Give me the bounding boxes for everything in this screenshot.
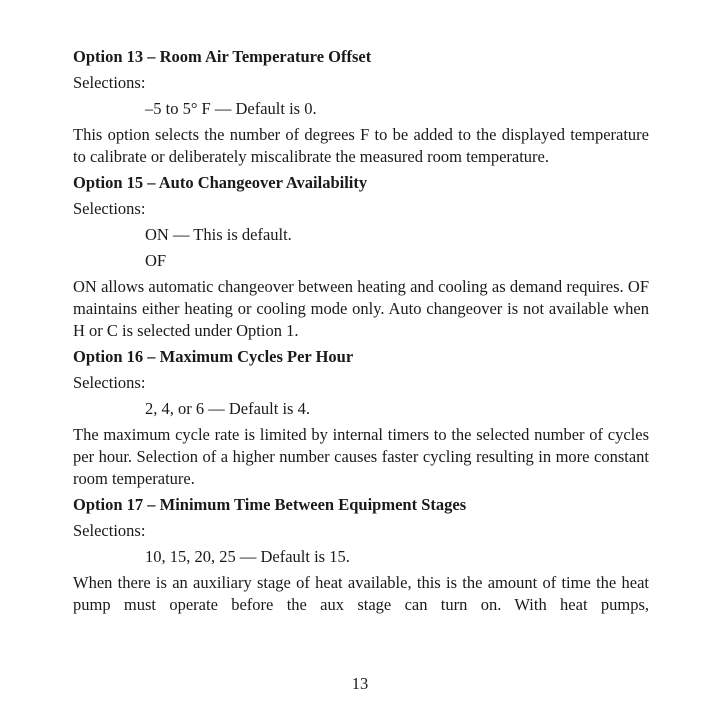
section-heading-option-13: Option 13 – Room Air Temperature Offset <box>73 47 372 66</box>
section-description: When there is an auxiliary stage of heat available, this is the amount of time the heat pump must operate before the aux stage can turn on. With heat pumps, <box>73 573 649 614</box>
selections-label: Selections: <box>73 199 146 218</box>
selections-label: Selections: <box>73 73 146 92</box>
manual-page-content <box>73 46 649 620</box>
page-number: 13 <box>351 674 369 693</box>
selections-label: Selections: <box>73 521 146 540</box>
section-heading-option-17: Option 17 – Minimum Time Between Equipment Stages <box>73 495 467 514</box>
section-description: The maximum cycle rate is limited by internal timers to the selected number of cycles per hour. Selection of a higher number causes faster cycling resulting in more constant room temperature. <box>73 425 649 488</box>
selection-choice: –5 to 5° F — Default is 0. <box>145 99 317 118</box>
selection-choice: 10, 15, 20, 25 — Default is 15. <box>145 547 350 566</box>
section-heading-option-15: Option 15 – Auto Changeover Availability <box>73 173 368 192</box>
section-heading-option-16: Option 16 – Maximum Cycles Per Hour <box>73 347 354 366</box>
selections-label: Selections: <box>73 373 146 392</box>
selection-choice: 2, 4, or 6 — Default is 4. <box>145 399 310 418</box>
section-description: This option selects the number of degrees F to be added to the displayed temperature to calibrate or deliberately miscalibrate the measured room temperature. <box>73 125 649 166</box>
section-description: ON allows automatic changeover between heating and cooling as demand requires. OF maintains either heating or cooling mode only. Auto changeover is not available when H or C is selected under Option 1. <box>73 277 649 340</box>
selection-choice: OF <box>145 251 167 270</box>
selection-choice: ON — This is default. <box>145 225 292 244</box>
